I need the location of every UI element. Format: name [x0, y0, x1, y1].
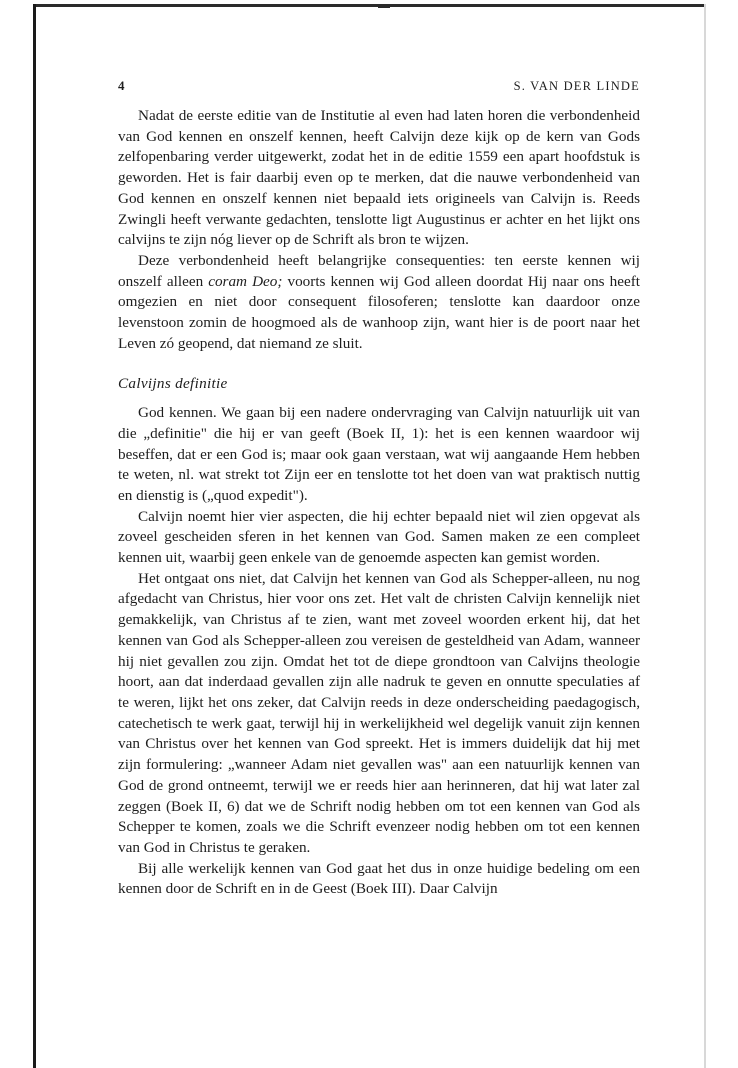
page-number: 4: [118, 78, 125, 93]
section-paragraph-4: Bij alle werkelijk kennen van God gaat het dus in onze huidige bedeling om een kennen door de Schrift en in de Geest (Boek III). Daar Calvijn: [118, 859, 640, 898]
top-border-rule: [36, 4, 706, 7]
top-border-mark: [378, 5, 390, 8]
intro-paragraph-1: Nadat de eerste editie van de Institutie al even had laten horen die verbondenheid van God kennen en onszelf kennen, heeft Calvijn deze kijk op de kern van Gods zelfopenbaring verder uitgewerkt, zodat het in de editie 1559 een apart hoofdstuk is geworden. Het is fair daarbij even op te merken, dat die nauwe verbondenheid van God kennen en onszelf kennen niet bepaald iets origineels van Calvijn is. Reeds Zwingli heeft verwante gedachten, tenslotte ligt Augustinus er achter en het lijkt ons calvijns te zijn nóg liever op de Schrift als bron te wijzen.: [118, 107, 640, 249]
running-title: S. VAN DER LINDE: [513, 79, 640, 93]
section-paragraph-1: God kennen. We gaan bij een nadere ondervraging van Calvijn natuurlijk uit van die „definitie" die hij er van geeft (Boek II, 1): het is een kennen waardoor wij beseffen, dat er een God is; maar ook gaan verstaan, wat wij aangaande Hem hebben te weten, nl. wat strekt tot Zijn eer en tenslotte tot het doen van wat praktisch nuttig en dienstig is („quod expedit").: [118, 404, 640, 504]
intro-paragraph-2-italic: coram Deo;: [208, 272, 283, 290]
intro-paragraph-2-start: Deze verbondenheid heeft belangrijke consequenties: ten eerste kennen wij onszelf alleen: [118, 251, 640, 290]
document-page: [118, 78, 640, 900]
intro-paragraph-2-end: voorts kennen wij God alleen doordat Hij naar ons heeft omgezien en niet door consequent filosoferen; tenslotte kan daardoor onze levenstoon zomin de hoogmoed als de wanhoop zijn, want hier is de poort naar het Leven zó geopend, dat niemand ze sluit.: [118, 272, 640, 352]
section-heading: Calvijns definitie: [118, 375, 228, 393]
section-paragraph-3: Het ontgaat ons niet, dat Calvijn het kennen van God als Schepper-alleen, nu nog afgedacht van Christus, hier voor ons zet. Het valt de christen Calvijn kennelijk niet gemakkelijk, van Christus af te zien, want met zoveel woorden erkent hij, dat het kennen van God als Schepper-alleen zou vereisen de gesteldheid van Adam, wanneer hij niet gevallen zou zijn. Omdat het tot de diepe grondtoon van Calvijns theologie hoort, aan dat inderdaad gevallen zijn alle nadruk te geven en onnutte speculaties af te weren, lijkt het ons zeker, dat Calvijn reeds in deze onderscheiding paedagogisch, catechetisch te werk gaat, terwijl hij in werkelijkheid wel degelijk vanuit zijn kennen van Christus over het kennen van God spreekt. Het is immers duidelijk dat hij met zijn formulering: „wanneer Adam niet gevallen was" aan een natuurlijk kennen van God de grond ontneemt, terwijl we er reeds hier aan herinneren, dat hij wat later zal zeggen (Boek II, 6) dat we de Schrift nodig hebben om tot een kennen van God als Schepper te komen, zoals we die Schrift evenzeer nodig hebben om tot een kennen van God in Christus te geraken.: [118, 569, 640, 856]
left-border-rule: [33, 4, 36, 1068]
section-paragraph-2: Calvijn noemt hier vier aspecten, die hij echter bepaald niet wil zien opgevat als zoveel gescheiden sferen in het kennen van God. Samen maken ze een compleet kennen uit, waarbij geen enkele van de genoemde aspecten kan gemist worden.: [118, 507, 640, 567]
right-border-rule: [704, 4, 706, 1068]
intro-paragraph-2: [118, 251, 640, 355]
running-header: [118, 78, 640, 98]
